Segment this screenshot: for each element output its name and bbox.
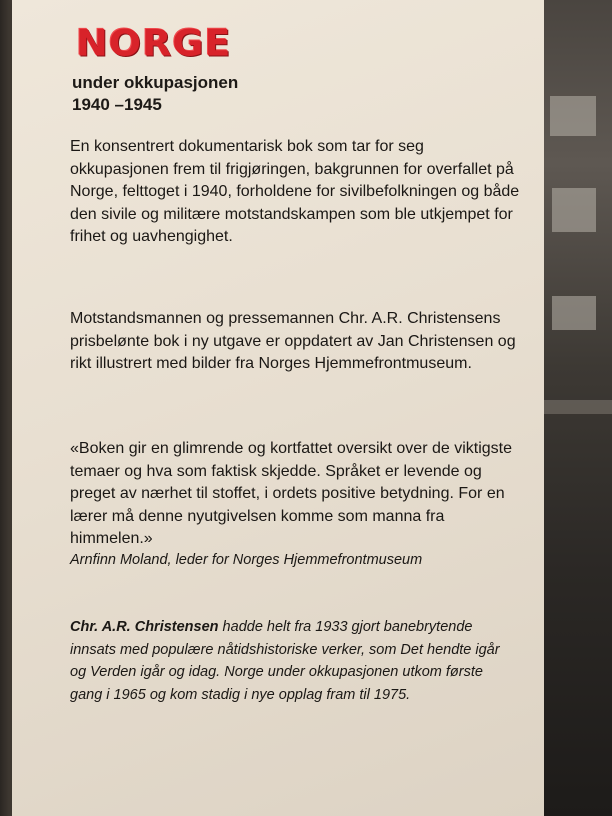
book-description: En konsentrert dokumentarisk bok som tar for seg okkupasjonen frem til frigjøringen, bakgrunnen for overfallet på Norge, felttoget i 1940, forholdene for sivilbefolkningen og både den sivile og militære motstandskampen som ble utkjempet for frihet og uavhengighet. [70, 138, 520, 245]
author-bio [70, 616, 500, 706]
photo-building-ledge [544, 400, 612, 414]
photo-building-window [550, 96, 596, 136]
subtitle-years: 1940 –1945 [72, 95, 162, 114]
book-title: NORGE [76, 22, 232, 64]
author-bio-text: hadde helt fra 1933 gjort banebrytende innsats med populære nåtidshistoriske verker, som Det hendte igår og Verden igår og idag. Norge under okkupasjonen utkom første gang i 1965 og kom stadig i nye opplag fram til 1975. [70, 619, 500, 703]
photo-building-window [552, 296, 596, 330]
subtitle-line: under okkupasjonen [72, 73, 239, 92]
edition-note: Motstandsmannen og pressemannen Chr. A.R. Christensens prisbelønte bok i ny utgave er oppdatert av Jan Christensen og rikt illustrert med bilder fra Norges Hjemmefrontmuseum. [70, 310, 516, 372]
author-name: Chr. A.R. Christensen [70, 619, 219, 635]
photo-building-window [552, 188, 596, 232]
book-subtitle [72, 72, 238, 116]
cover-photo-strip [544, 0, 612, 816]
review-quote: «Boken gir en glimrende og kortfattet oversikt over de viktigste temaer og hva som faktisk skjedde. Språket er levende og preget av nærhet til stoffet, i ordets positive betydning. For en lærer må denne nyutgivelsen komme som manna fra himmelen.» [70, 440, 512, 547]
review-attribution: Arnfinn Moland, leder for Norges Hjemmefrontmuseum [70, 552, 423, 568]
